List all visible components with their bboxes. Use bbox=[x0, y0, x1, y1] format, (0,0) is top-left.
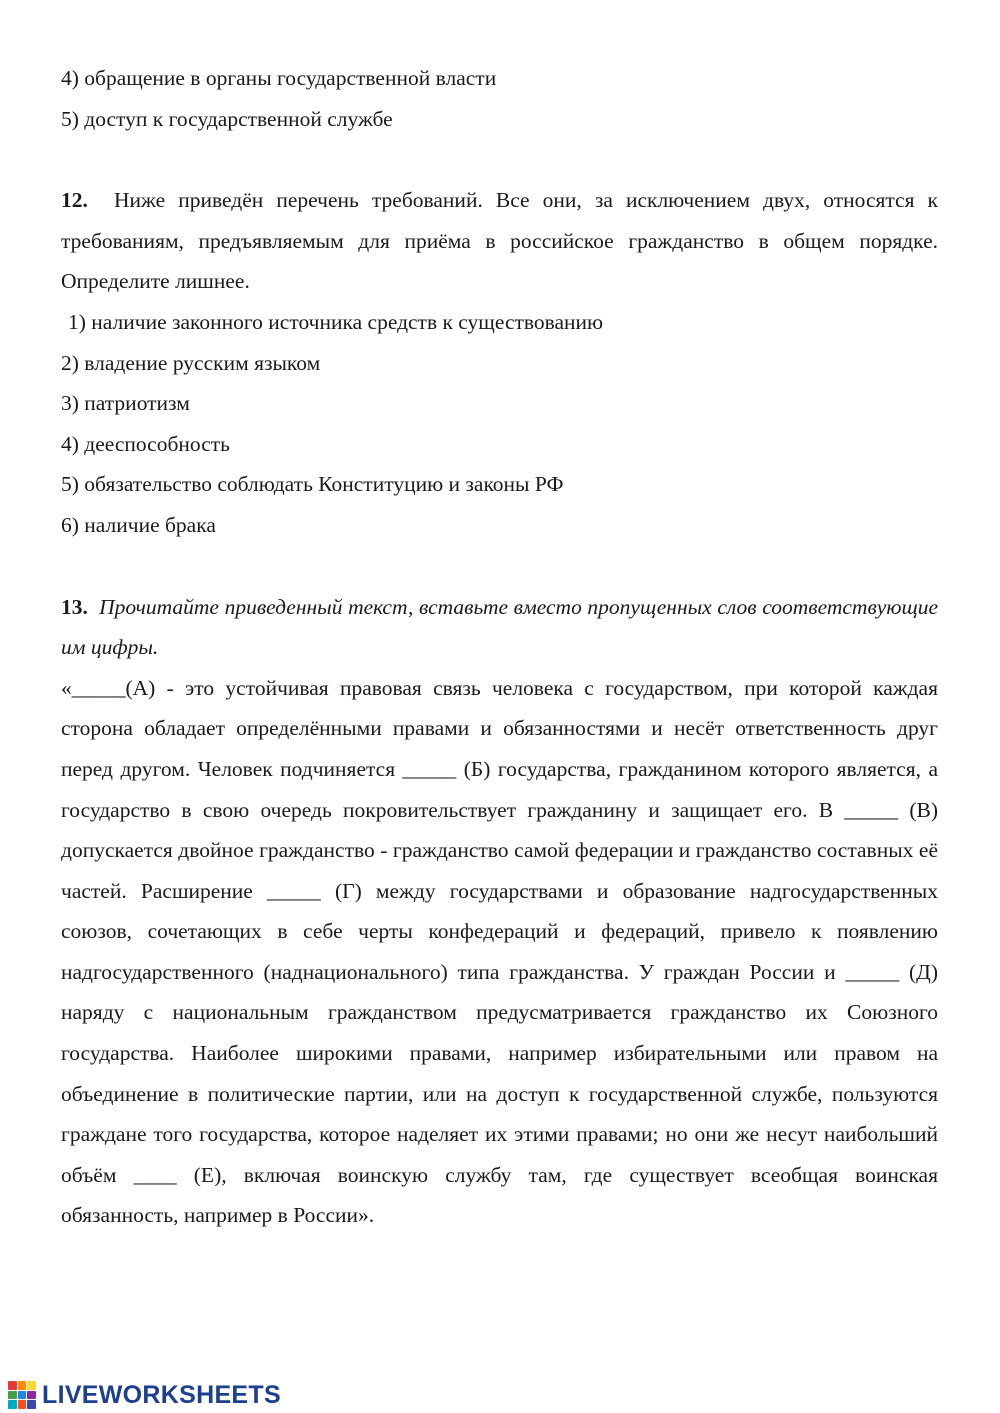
worksheet-page bbox=[61, 58, 938, 1236]
answer-option: 2) владение русским языком bbox=[61, 350, 321, 375]
brand-name: LIVEWORKSHEETS bbox=[42, 1380, 281, 1409]
logo-tile bbox=[27, 1391, 36, 1400]
answer-option: 5) обязательство соблюдать Конституцию и законы РФ bbox=[61, 472, 564, 497]
question-11-tail bbox=[61, 58, 938, 139]
question-number: 12. bbox=[61, 188, 88, 213]
liveworksheets-logo-icon bbox=[8, 1381, 36, 1409]
logo-tile bbox=[18, 1391, 27, 1400]
answer-option: 6) наличие брака bbox=[61, 512, 216, 537]
question-number: 13. bbox=[61, 594, 88, 619]
question-text: Ниже приведён перечень требований. Все они, за исключением двух, относятся к требованиям, предъявляемым для приёма в российское гражданство в общем порядке. Определите лишнее. bbox=[61, 188, 938, 294]
answer-option: 5) доступ к государственной службе bbox=[61, 106, 393, 131]
answer-option: 3) патриотизм bbox=[61, 391, 190, 416]
question-13 bbox=[61, 587, 938, 1237]
logo-tile bbox=[27, 1381, 36, 1390]
instruction-text: Прочитайте приведенный текст, вставьте вместо пропущенных слов соответствующие им цифры. bbox=[61, 594, 939, 660]
question-12-prompt bbox=[61, 180, 938, 302]
question-13-text: «_____(А) - это устойчивая правовая связь человека с государством, при которой каждая сторона обладает определёнными правами и обязанностями и несёт ответственность друг перед другом. Человек подчиняется _____ (Б) государства, гражданином которого является, а государство в свою очередь покровительствует гражданину и защищает его. В _____ (В) допускается двойное гражданство - гражданство самой федерации и гражданство составных её частей. Расширение _____ (Г) между государствами и образование надгосударственных союзов, сочетающих в себе черты конфедераций и федераций, привело к появлению надгосударственного (наднационального) типа гражданства. У граждан России и _____ (Д) наряду с национальным гражданством предусматривается гражданство их Союзного государства. Наиболее широкими правами, например избирательными или правом на объединение в политические партии, или на доступ к государственной службе, пользуются граждане того государства, которое наделяет их этими правами; но они же несут наибольший объём ____ (Е), включая воинскую службу там, где существует всеобщая воинская обязанность, например в России». bbox=[61, 675, 938, 1228]
logo-tile bbox=[27, 1400, 36, 1409]
footer-brand bbox=[8, 1378, 281, 1412]
answer-option: 4) дееспособность bbox=[61, 431, 230, 456]
logo-tile bbox=[18, 1381, 27, 1390]
answer-option: 1) наличие законного источника средств к существованию bbox=[68, 309, 604, 334]
question-12 bbox=[61, 180, 938, 545]
logo-tile bbox=[8, 1391, 17, 1400]
answer-option: 4) обращение в органы государственной власти bbox=[61, 66, 497, 90]
logo-tile bbox=[8, 1381, 17, 1390]
logo-tile bbox=[8, 1400, 17, 1409]
logo-tile bbox=[18, 1400, 27, 1409]
question-13-instruction bbox=[61, 587, 938, 668]
